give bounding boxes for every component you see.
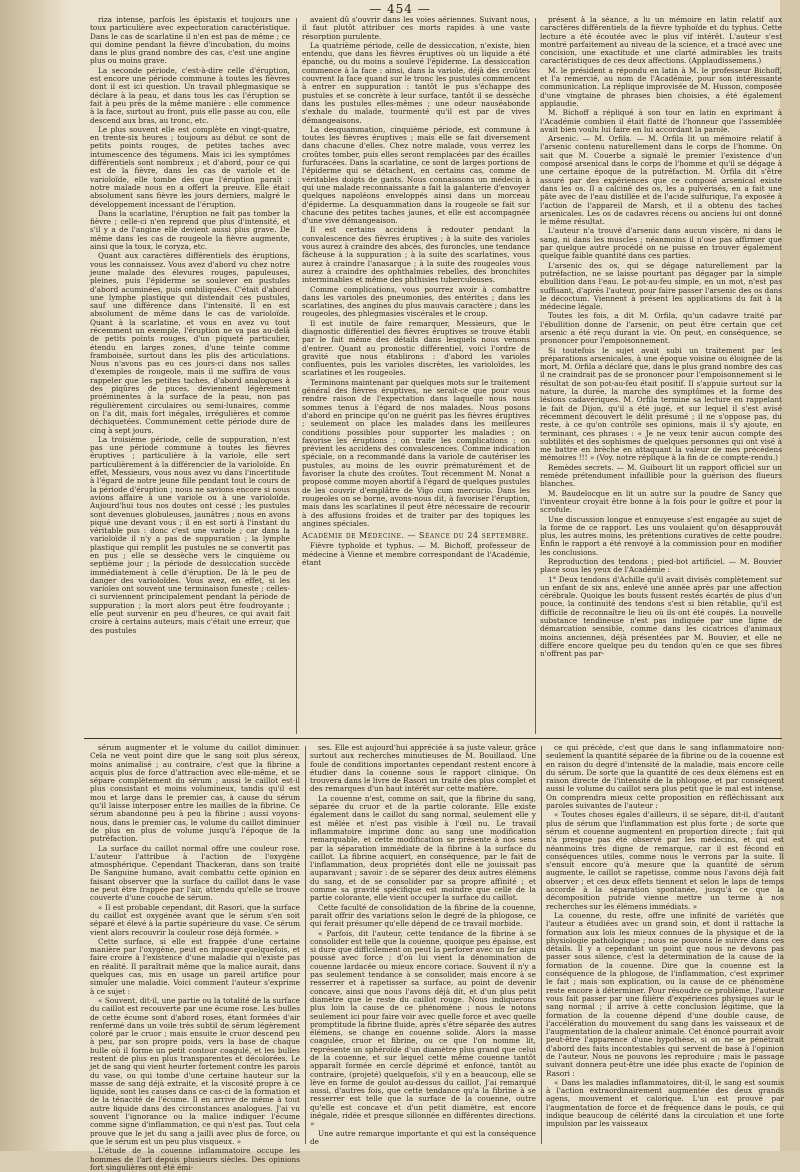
paragraph: Arsenic. — M. Orfila. — M. Orfila lit un mémoire relatif à l'arsenic contenu naturellement dans le corps de l'homme. On sait que M. Couerbe a signalé le premier l'existence d'un composé arsenical dans le corps de l'homme et qu'il se dégage à une certaine époque de la putréfaction. M. Orfila dit s'être assuré par des expériences que ce composé arsenical existe dans les os. Il a calciné des os, les a pulvérisés, en a fait une pâte avec de l'eau distillée et de l'acide sulfurique, l'a exposée à l'action de l'appareil de Marsh, et il a obtenu des taches arsenicales. Les os de cadavres récens ou anciens lui ont donné le même résultat. (540, 134, 782, 227)
paragraph: L'arsenic des os, qui se dégage naturellement par la putréfaction, ne se laisse pourtant pas dégager par la simple ébullition dans l'eau. Le pot-au-feu simple, en un mot, n'est pas suffisant, d'après l'auteur, pour faire passer l'arsenic des os dans le décoctum. Viennent à présent les applications du fait à la médecine légale. (540, 260, 782, 312)
paragraph: Il est certains accidens à redouter pendant la convalescence des fièvres éruptives ; à la suite des varioles vous aurez à craindre des abcès, des furoncles, une tendance fâcheuse à la suppuration ; à la suite des scarlatines, vous aurez à craindre l'anasarque ; à la suite des rougeoles vous aurez à craindre des ophthalmies rebelles, des bronchites interminables et même des phthisies tuberculeuses. (302, 225, 530, 285)
paragraph: Reproduction des tendons ; pied-bot artificiel. — M. Bouvier place sous les yeux de l'Académie : (540, 557, 782, 575)
paragraph: Si toutefois le sujet avait subi un traitement par les préparations arsenicales, à une époque voisine ou éloignée de la mort, M. Orfila a déclaré que, dans le plus grand nombre des cas il ne craindrait pas de se prononcer pour l'empoisonnement si le résultat de son pot-au-feu était positif. Il s'appuie surtout sur la nature, la durée, la marche des symptômes et la forme des lésions cadavériques. M. Orfila termine sa lecture en rappelant le fait de Dijon, qu'il a été jugé, et sur lequel il s'est avisé récemment découvert le délit présumé ; il ne s'oppose pas, du reste, à ce qu'on contrôle ses opinions, mais il s'y ajoute, en terminant, ces phrases : « Je ne veux tenir aucun compte des subtilités et des sophismes de quelques personnes qui ont visé à me battre en brèche en attaquant la valeur de mes précédens mémoires !!! » (Voy. notre réplique à la fin de ce compte-rendu.) (540, 345, 782, 463)
paragraph: « Toutes choses égales d'ailleurs, il se sépare, dit-il, d'autant plus de sérum que l'inflammation est plus forte ; de sorte que sérum et couenne augmentent en proportion directe ; fait qui n'a presque pas été observé par les médecins, et qui est néanmoins très digne de remarque, car il est fécond en conséquences utiles, comme nous le verrons par la suite. Il s'ensuit encore qu'à mesure que la quantité de sérum augmente, le caillot se rapetisse, comme nous l'avons déjà fait observer ; et ces deux effets tiennent et selon le laps de temps accordé à la séparation spontanée, jusqu'à ce que la décomposition putride vienne mettre un terme à nos recherches sur les élémens immédiats. » (546, 810, 784, 911)
column-divider (541, 746, 542, 1144)
paragraph: Le plus souvent elle est complète en vingt-quatre, en trente-six heures ; toujours au début ce sont de petits points rouges, de petites taches avec intumescence des tégumens. Mais ici les symptômes différentiels sont nombreux ; et d'abord, pour ce qui est de la fièvre, dans les cas de variole et de varioloïde, elle tombe dès que l'éruption paraît : notre malade nous en a offert la preuve. Elle était absolument sans fièvre les jours derniers, malgré le développement incessant de l'éruption. (90, 124, 290, 209)
paragraph: « Dans les maladies inflammatoires, dit-il, le sang est soumis à l'action extraordinairement augmentée des deux grands agens, mouvement et calorique. L'un est prouvé par l'augmentation de force et de fréquence dans le pouls, ce qui indique beaucoup de célérité dans la circulation et une forte impulsion par les vaisseaux (546, 1077, 784, 1129)
top-column-2 (302, 16, 530, 732)
paragraph: M. Bichoff a répliqué à son tour en latin en exprimant à l'Académie combien il était flatté de l'honneur que l'assemblée avait bien voulu lui faire en lui accordant la parole. (540, 108, 782, 134)
paragraph: M. Baudelocque en lit un autre sur la poudre de Sancy que l'inventeur croyait être bonne à la fois pour le goître et pour la scrofule. (540, 488, 782, 515)
paragraph: La quatrième période, celle de dessiccation, n'existe, bien entendu, que dans les fièvres éruptives où un liquide a été épanché, ou du moins a soulevé l'épiderme. La dessiccation commence à la face : ainsi, dans la variole, déjà des croûtes couvrent la face quand sur le tronc les pustules commencent à entrer en suppuration : tantôt le pus s'échappe des pustules et se concrète à leur surface, tantôt il se dessèche dans les pustules elles-mêmes ; une odeur nauséabonde s'exhale du malade, tourmenté qu'il est par de vives démangeaisons. (302, 40, 530, 125)
paragraph: La desquammation, cinquième période, est commune à toutes les fièvres éruptives ; mais elle se fait diversement dans chacune d'elles. Chez notre malade, vous verrez les croûtes tomber, puis elles seront remplacées par des écailles furfuracées. Dans la scarlatine, ce sont de larges portions de l'épiderme qui se détachent, en certains cas, comme de véritables doigts de gants. Nous connaissons un médecin à qui une malade reconnaissante a fait la galanterie d'envoyer quelques napoléons enveloppés ainsi dans un morceau d'épiderme. La desquammation dans la rougeole se fait sur chacune des petites taches jaunes, et elle est accompagnée d'une vive démangeaison. (302, 124, 530, 226)
paragraph: Remèdes secrets. — M. Guibourt lit un rapport officiel sur un remède prétendument infaillible pour la guérison des flueurs blanches. (540, 462, 782, 489)
column-divider (296, 18, 297, 734)
paragraph: Quant aux caractères différentiels des éruptions, vous les connaissez. Vous avez d'abord vu chez notre jeune malade des élevures rouges, papuleuses, pleines, puis l'épiderme se soulever en pustules d'abord acuminées, puis ombiliquées. C'était d'abord une lymphe plastique qui distendait ces pustules, sauf une différence dans l'intensité. Il en est absolument de même dans le cas de varioloïde. Quant à la scarlatine, et vous en avez vu tout récemment un exemple, l'éruption ne va pas au-delà de petits points rouges, d'un piqueté particulier, étendu en larges zones, d'une teinte comme framboisée, surtout dans les plis des articulations. Nous n'avons pas eu ces jours-ci dans nos salles d'exemples de rougeole, mais il me suffira de vous rappeler que les petites taches, d'abord analogues à des piqûres de puces, deviennent légèrement proéminentes à la surface de la peau, non pas régulièrement circulaires ou semi-lunaires, comme on l'a dit, mais fort inégales, irrégulières et comme déchiquetées. Communément cette période dure de cinq à sept jours. (90, 251, 290, 435)
paragraph: La troisième période, celle de suppuration, n'est pas une période commune à toutes les fièvres éruptives ; particulière à la variole, elle sert particulièrement à la différencier de la varioloïde. En effet, Messieurs, vous nous avez vu dans l'incertitude à l'égard de notre jeune fille pendant tout le cours de la période d'éruption ; nous ne savions encore si nous avions affaire à une variole ou à une varioloïde. Aujourd'hui tous nos doutes ont cessé ; les pustules sont devenues globuleuses, jaunâtres ; nous en avons piqué une devant vous ; il en est sorti à l'instant du véritable pus : donc c'est une variole ; car dans la varioloïde il n'y a pas de suppuration ; la lymphe plastique qui remplit les pustules ne se convertit pas en pus ; elle se dessèche vers le cinquième ou septième jour ; la période de dessiccation succède immédiatement à celle d'éruption. De là le peu de danger des varioloïdes. Vous avez, en effet, si les varioles ont souvent une terminaison funeste ; celles-ci surviennent principalement pendant la période de suppuration ; la mort alors peut être foudroyante ; elle peut survenir en peu d'heures, ce qui avait fait croire à certains auteurs, mais c'était une erreur, que des pustules (90, 434, 290, 635)
paragraph: avaient dû s'ouvrir dans les voies aériennes. Suivant nous, il faut plutôt attribuer ces morts rapides à une vaste résorption purulente. (302, 15, 530, 41)
paragraph: La couenne, du reste, offre une infinité de variétés que l'auteur a étudiées avec un grand soin, et dont il rattache la formation aux lois les mieux connues de la physique et de la physiologie pathologique ; nous ne pouvons le suivre dans ces détails. Il y a cependant un point que nous ne devons pas passer sous silence, c'est la détermination de la cause de la formation de la couenne. Dire que la couenne est la conséquence de la phlogose, de l'inflammation, c'est exprimer le fait ; mais son explication, ou la cause de ce phénomène reste encore à déterminer. Pour résoudre ce problème, l'auteur vous fait passer par une filière d'expériences physiques sur le sang normal ; il arrive à cette conclusion légitime, que la formation de la couenne dépend d'une double cause, de l'accélération du mouvement du sang dans les vaisseaux et de l'augmentation de la chaleur animale. Cet énoncé pourrait avoir peut-être l'apparence d'une hypothèse, si on ne se pénétrait d'abord des faits incontestables qui servent de base à l'opinion de l'auteur. Nous ne pouvons les reproduire ; mais le passage suivant donnera peut-être une idée plus exacte de l'opinion de Rasori : (546, 910, 784, 1078)
bottom-column-3 (546, 744, 784, 1144)
column-divider (535, 18, 536, 734)
paragraph: ses. Elle est aujourd'hui appréciée à sa juste valeur, grâce surtout aux recherches minutieuses de M. Bouillaud. Une foule de conditions importantes cependant restent encore à étudier dans la couenne sous le rapport clinique. On trouvera dans le livre de Rasori un traité des plus complet et des remarques d'un haut intérêt sur cette matière. (310, 743, 536, 794)
paragraph: L'étude de la couenne inflammatoire occupe les hommes de l'art depuis plusieurs siècles. Des opinions fort singulières ont été émi- (90, 1146, 300, 1172)
top-column-1 (90, 16, 290, 732)
paragraph: Toutes les fois, a dit M. Orfila, qu'un cadavre traité par l'ébullition donne de l'arsenic, on peut être certain que cet arsenic a été reçu durant la vie. On peut, en conséquence, se prononcer pour l'empoisonnement. (540, 311, 782, 346)
paragraph: riza intense, parfois les épistaxis et toujours une toux particulière avec expectoration caractéristique. Dans le cas de scarlatine il n'en est pas de même ; ce qui domine pendant la fièvre d'incubation, du moins dans le plus grand nombre des cas, c'est une angine plus ou moins grave. (90, 15, 290, 66)
paragraph: sérum augmenter et le volume du caillot diminuer. Cela ne veut point dire que le sang soit plus séreux, moins animalisé ; au contraire, c'est que la fibrine a acquis plus de force d'attraction avec elle-même, et se sépare complètement du sérum ; aussi le caillot est-il plus consistant et moins volumineux, tandis qu'il est mou et large dans le premier cas, à cause du sérum qu'il laisse interposer entre les mailles de la fibrine. Ce sérum abandonné peu à peu la fibrine ; aussi voyons-nous, dans le premier cas, le volume du caillot diminuer de plus en plus de volume jusqu'à l'époque de la putréfaction. (90, 743, 300, 844)
paragraph: Dans la scarlatine, l'éruption ne fait pas tomber la fièvre ; celle-ci n'en reprend que plus d'intensité, et s'il y a de l'angine elle devient aussi plus grave. De même dans les cas de rougeole la fièvre augmente, ainsi que la toux, le coryza, etc. (90, 208, 290, 252)
paragraph: « Souvent, dit-il, une partie ou la totalité de la surface du caillot est recouverte par une écume rose. Les bulles de cette écume sont d'abord roses, étant formées d'air renfermé dans un voile très subtil de sérum légèrement coloré par le cruor ; mais ensuite le cruor descend peu à peu, par son propre poids, vers la base de chaque bulle où il forme un petit contour coagulé, et les bulles restent de plus en plus transparentes et décolorées. Le jet de sang qui vient heurter fortement contre les parois du vase, ou qui tombe d'une certaine hauteur sur la masse de sang déjà extraite, et la viscosité propre à ce liquide, sont les causes dans ce cas-ci de la formation et de la ténacité de l'écume. Il en arrive de même à tout autre liquide dans des circonstances analogues. J'ai vu souvent l'ignorance ou la malice indiquer l'écume comme signe d'inflammation, ce qui n'est pas. Tout cela prouve que le jet du sang a jailli avec plus de force, ou que le sérum est un peu plus visqueux. » (90, 995, 300, 1146)
column-divider (305, 746, 306, 1144)
feuilleton-rule (84, 738, 782, 739)
paragraph: Terminons maintenant par quelques mots sur le traitement général des fièvres éruptives, ne serait-ce que pour vous rendre raison de l'expectation dans laquelle nous nous sommes tenus à l'égard de nos malades. Nous posons d'abord en principe qu'on ne guérit pas les fièvres éruptives ; seulement on place les malades dans les meilleures conditions possibles pour supporter les maladies ; on favorise les éruptions ; on traite les complications ; on prévient les accidens des convalescences. Comme indication spéciale, on a recommandé dans la variole de cautériser les pustules, au moins de les ouvrir prématurément et de favoriser la chute des croûtes. Tout récemment M. Nonat a proposé comme moyen abortif à l'égard de quelques pustules de les couvrir d'emplâtre de Vigo cum mercurio. Dans les rougeoles on se borne, avons-nous dit, à favoriser l'éruption, mais dans les scarlatines il peut être nécessaire de recourir à des affusions froides et de traiter par des topiques les angines spéciales. (302, 377, 530, 528)
paragraph: M. le président a répondu en latin à M. le professeur Bichoff, et l'a remercié, au nom de l'Académie, pour son intéressante communication. La réplique improvisée de M. Husson, composée d'une vingtaine de phrases bien choisies, a été également applaudie. (540, 65, 782, 108)
paragraph: L'auteur n'a trouvé d'arsenic dans aucun viscère, ni dans le sang, ni dans les muscles ; néanmoins il n'ose pas affirmer que par quelque autre procédé on ne puisse en trouver également quelque faible quantité dans ces parties. (540, 226, 782, 261)
bottom-column-2 (310, 744, 536, 1144)
paragraph: La surface du caillot normal offre une couleur rose. L'auteur l'attribue à l'action de l'oxygène atmosphérique. Cependant Thackeran, dans son traité De Sanguine humano, avait combattu cette opinion en faisant observer que la surface du caillot dans le vase ne peut être frappée par l'air, attendu qu'elle se trouve couverte d'une couche de sérum. (90, 843, 300, 903)
paragraph: Comme complications, vous pourrez avoir à combattre dans les varioles des pneumonies, des entérites ; dans les scarlatines, des angines du plus mauvais caractère ; dans les rougeoles, des phlegmasies viscérales et le croup. (302, 284, 530, 319)
paragraph: « Parfois, dit l'auteur, cette tendance de la fibrine à se consolider est telle que la couenne, quoique peu épaisse, est si dure que difficilement on peut la perforer avec un fer aigu poussé avec force ; d'où lui vient la dénomination de couenne lardacée ou mieux encore coriace. Souvent il n'y a pas seulement tendance à se consolider, mais encore à se resserrer et à rapetisser sa surface, au point de devenir concave, ainsi que nous l'avons déjà dit, et d'un plus petit diamètre que le reste du caillot rouge. Nous indiquerons plus loin la cause de ce phénomène ; nous le notons seulement ici pour faire voir avec quelle force et avec quelle promptitude la fibrine fluide, après s'être séparée des autres élémens, se change en couenne solide. Alors la masse coagulée, cruor et fibrine, ou ce que l'on nomme lit, représente un sphéroïde d'un diamètre plus grand que celui de la couenne, et sur lequel cette même couenne tantôt apparaît formée en cercle déprimé et enfoncé, tantôt au contraire, (projeté) quelquefois, s'il y en a beaucoup, elle se lève en forme de goulot au-dessus du caillot. J'ai remarqué aussi, d'autres fois, que cette tendance qu'a la fibrine à se resserrer est telle que la surface de la couenne, outre qu'elle est concave et d'un petit diamètre, est encore inégale, ridée et presque sillonnée en différentes directions. » (310, 928, 536, 1129)
paragraph: Cette surface, si elle est frappée d'une certaine manière par l'oxygène, peut en imposer quelquefois, et faire croire à l'existence d'une maladie qui n'existe pas en réalité. Il paraîtrait même que la malice aurait, dans quelques cas, mis en usage un pareil artifice pour simuler une maladie. Voici comment l'auteur s'exprime à ce sujet : (90, 936, 300, 996)
paragraph: La couenne n'est, comme on sait, que la fibrine du sang, séparée du cruor et de la partie colorante. Elle existe également dans le caillot du sang normal, seulement elle y est mêlée et n'est pas visible à l'œil nu. Le travail inflammatoire imprime donc au sang une modification remarquable, et cette modification se présente à nos sens par la séparation immédiate de la fibrine à la surface du caillot. La fibrine acquiert, en conséquence, par le fait de l'inflammation, deux propriétés dont elle ne jouissait pas auparavant ; savoir : de se séparer des deux autres élémens du sang, et de se consolider par sa propre affinité ; et comme sa gravité spécifique est moindre que celle de la partie colorante, elle vient occuper la surface du caillot. (310, 793, 536, 903)
paragraph: 1° Deux tendons d'Achille qu'il avait divisés complètement sur un enfant de six ans, enlevé une année après par une affection cérébrale. Quoique les bouts fussent restés écartés de plus d'un pouce, la continuité des tendons s'est si bien rétablie, qu'il est difficile de reconnaître le lieu où ils ont été coupés. La nouvelle substance tendineuse n'est pas indiquée par une ligne de démarcation sensible, comme dans les cicatrices d'animaux moins anciennes, déjà présentées par M. Bouvier, et elle ne diffère encore quelque peu du tendon qu'en ce que ses fibres n'offrent pas par- (540, 574, 782, 659)
paragraph: Une discussion longue et ennuyeuse s'est engagée au sujet de la forme de ce rapport. Les uns voulaient qu'on désapprouvât plus, les autres moins, les prétentions curatives de cette poudre. Enfin le rapport a été renvoyé à la commission pour en modifier les conclusions. (540, 514, 782, 557)
paragraph: La seconde période, c'est-à-dire celle d'éruption, est encore une période commune à toutes les fièvres dont il est ici question. Un travail phlegmasique se déclare à la peau, et dans tous les cas l'éruption se fait à peu près de la même manière : elle commence à la face, surtout au front, puis elle passe au cou, elle descend aux bras, au tronc, etc. (90, 65, 290, 125)
paragraph: Cette faculté de consolidation de la fibrine de la couenne, paraît offrir des variations selon le degré de la phlogose, ce qui ferait présumer qu'elle dépend de ce travail morbide. (310, 902, 536, 929)
paragraph: Il est inutile de faire remarquer, Messieurs, que le diagnostic différentiel des fièvres éruptives se trouve établi par le fait même des détails dans lesquels nous venons d'entrer. Quant au pronostic différentiel, voici l'ordre de gravité que nous établirons : d'abord les varioles confluentes, puis les varioles discrètes, les varioloïdes, les scarlatines et les rougeoles. (302, 318, 530, 378)
paragraph: ce qui précède, c'est que dans le sang inflammatoire non-seulement la quantité séparée de la fibrine ou de la couenne est en raison du degré d'intensité de la maladie, mais encore celle du sérum. De sorte que la quantité de ces deux élémens est en raison directe de l'intensité de la phlogose, et par conséquent aussi le volume du caillot sera plus petit que le mal est intense. On comprendra mieux cette proposition en réfléchissant aux paroles suivantes de l'auteur : (546, 743, 784, 811)
paragraph: présent à la séance, a lu un mémoire en latin relatif aux caractères différentiels de la fièvre typhoïde et du typhus. Cette lecture a été écoutée avec le plus vif intérêt. L'auteur s'est montré parfaitement au niveau de la science, et a tracé avec une concision, une exactitude et une clarté admirables les traits caractéristiques de ces deux affections. (Applaudissemens.) (540, 15, 782, 66)
paragraph: Fièvre typhoïde et typhus. — M. Bichoff, professeur de médecine à Vienne et membre correspondant de l'Académie, étant (302, 541, 530, 567)
paragraph: Une autre remarque importante et qui est la conséquence de (310, 1128, 536, 1146)
binding-shadow (0, 0, 70, 1151)
bottom-column-1 (90, 743, 300, 1172)
paragraph: « Il est probable cependant, dit Rasori, que la surface du caillot est oxygénée avant que le sérum s'en soit séparé et élevé à la partie supérieure du vase. Ce sérum vient alors recouvrir la couleur rose déjà formée. » (90, 902, 300, 937)
page-number: — 454 — (369, 2, 431, 16)
section-title: Académie de Médecine. — Séance du 24 septembre. (302, 531, 530, 541)
top-column-3 (540, 16, 782, 732)
